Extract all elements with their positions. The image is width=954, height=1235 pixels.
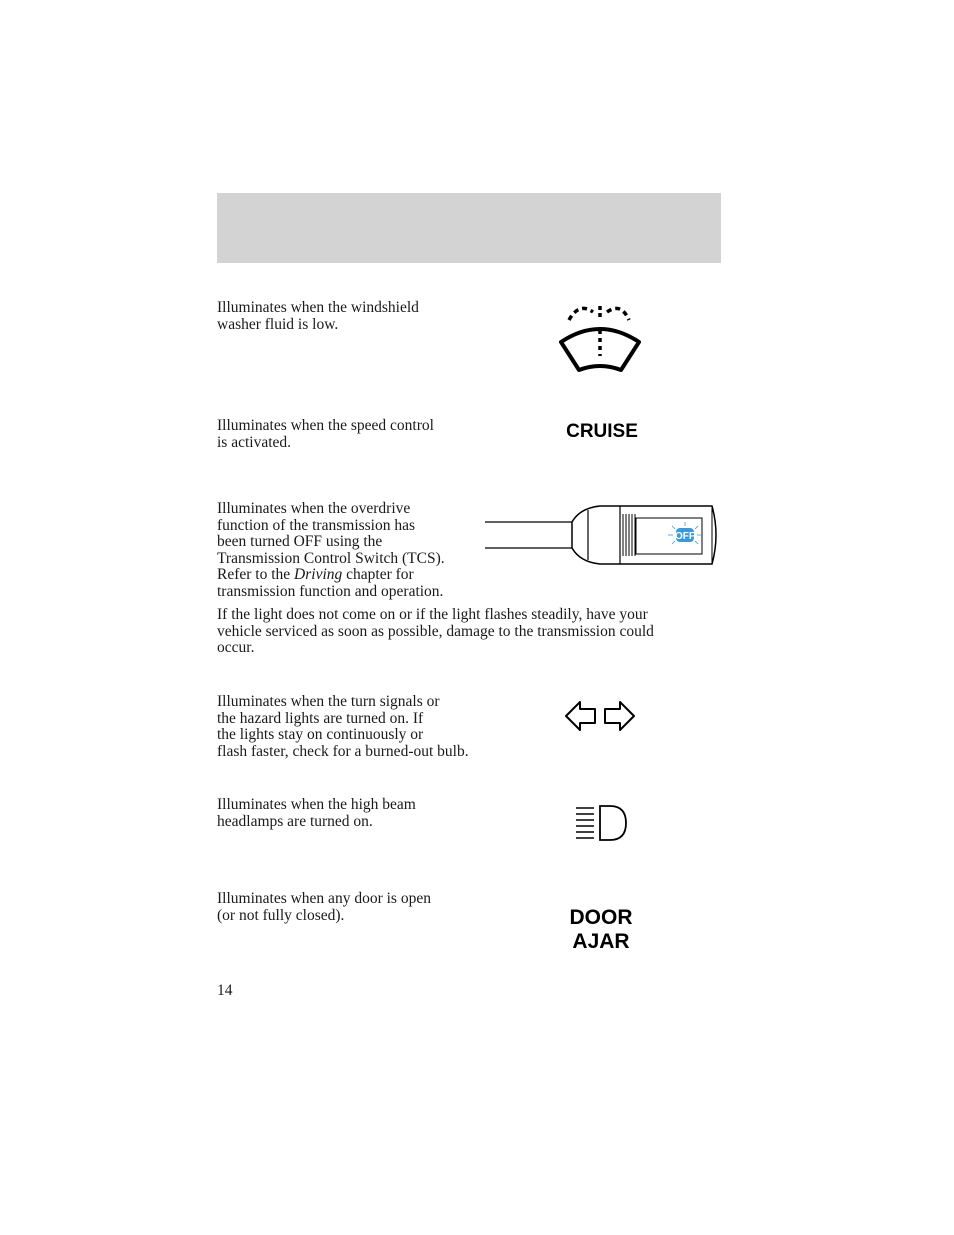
- turn-signal-description: Illuminates when the turn signals or the hazard lights are turned on. If the lights stay on continuously or flash faster, check for a burned-out bulb.: [217, 693, 469, 760]
- cruise-description: Illuminates when the speed control is activated.: [217, 417, 434, 451]
- washer-fluid-icon: [555, 300, 645, 375]
- door-ajar-indicator-label: DOOR AJAR: [569, 906, 633, 953]
- door-ajar-description: Illuminates when any door is open (or not fully closed).: [217, 890, 431, 924]
- overdrive-warning-note: If the light does not come on or if the light flashes steadily, have your vehicle serviced as soon as possible, damage to the transmission could occur.: [217, 606, 654, 657]
- cruise-indicator-label: CRUISE: [566, 421, 638, 442]
- high-beam-icon: [574, 804, 630, 842]
- driving-chapter-reference: Driving: [294, 566, 343, 584]
- turn-signal-arrows-icon: [563, 698, 637, 734]
- off-indicator-text: OFF: [675, 531, 695, 542]
- high-beam-description: Illuminates when the high beam headlamps are turned on.: [217, 796, 416, 830]
- washer-fluid-description: Illuminates when the windshield washer fluid is low.: [217, 299, 419, 333]
- transmission-control-switch-icon: [480, 500, 720, 572]
- section-header-band: [217, 193, 721, 263]
- overdrive-description: Illuminates when the overdrive function of the transmission has been turned OFF using the Transmission Control Switch (TCS). Refer to the Driving chapter for transmission function and operation.: [217, 500, 445, 600]
- page-number: 14: [217, 982, 233, 999]
